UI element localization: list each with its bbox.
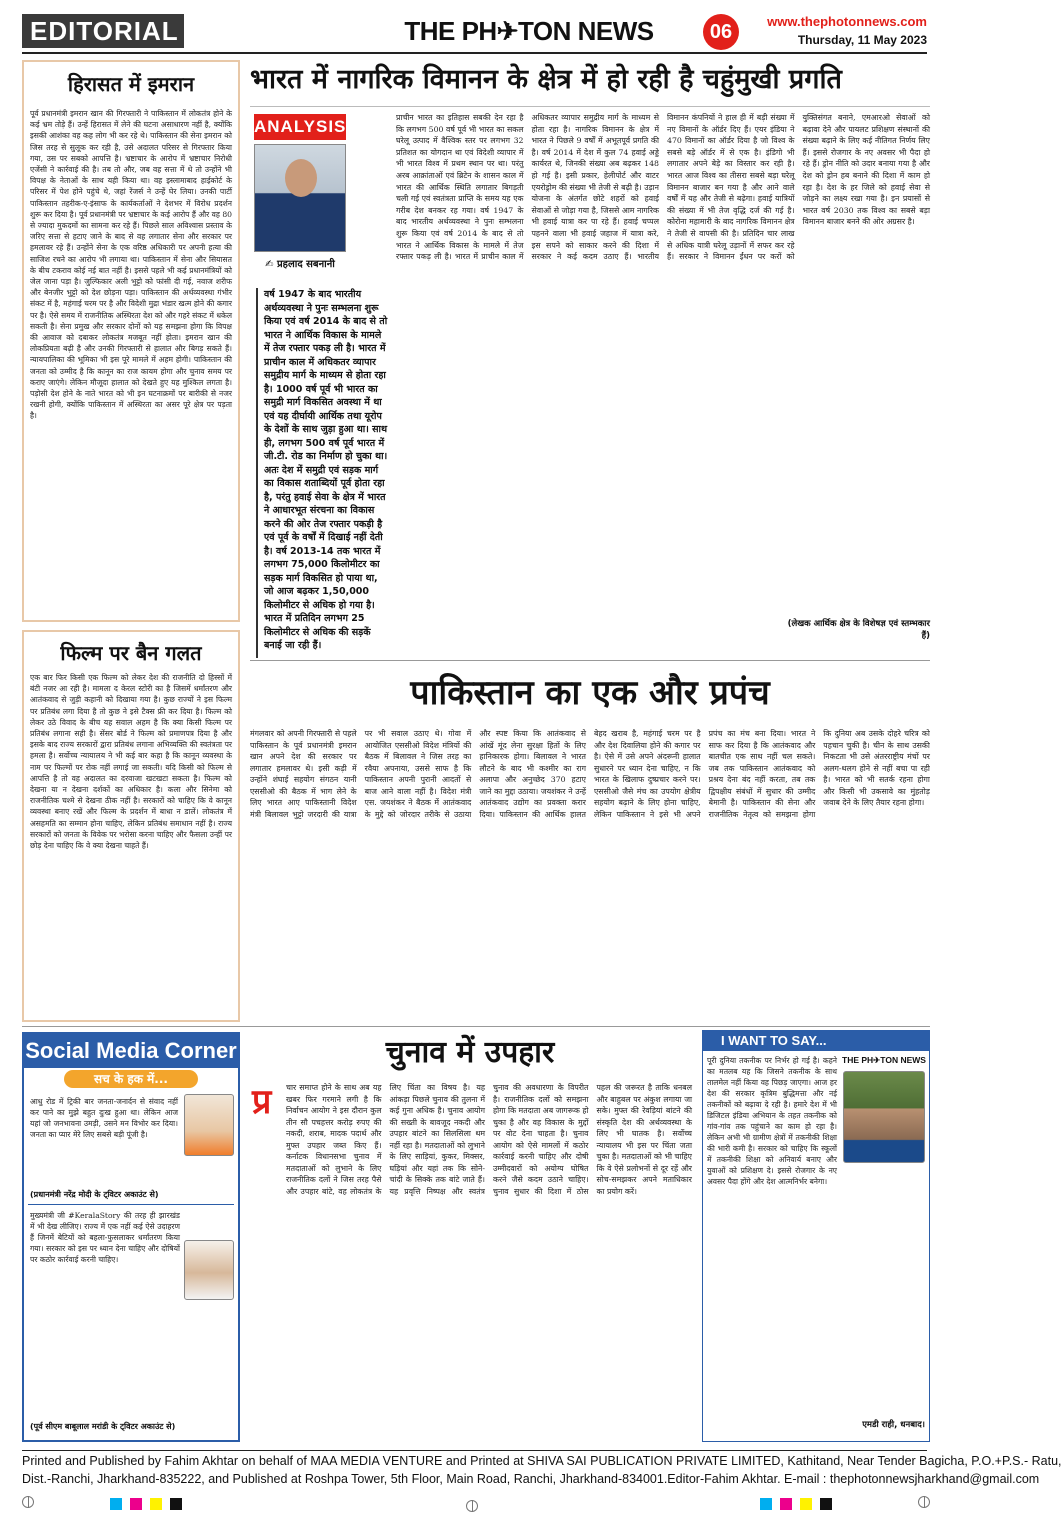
imprint-line-2: Dist.-Ranchi, Jharkhand-835222, and Published at Roshpa Tower, 5th Floor, Main Road, Ranchi, Jharkhand-834001.Editor-Fahim Akhtar. E-mail : thephotonnewsjharkhand@gmail.com [22, 1472, 1040, 1486]
i-want-to-say-brand: THE PH✈TON NEWS [842, 1055, 926, 1065]
magenta-swatch [130, 1498, 142, 1510]
smc-post-1-avatar [184, 1094, 234, 1156]
section-rule-2 [22, 1026, 930, 1027]
author-photo [254, 144, 346, 252]
social-media-corner-subtitle: सच के हक में... [64, 1070, 198, 1088]
film-article-title: फिल्म पर बैन गलत [60, 641, 202, 665]
header-rule [22, 52, 927, 54]
registration-mark-icon [22, 1496, 34, 1508]
i-want-to-say-box [702, 1030, 930, 1442]
cyan-swatch [760, 1498, 772, 1510]
smc-post-2-avatar [184, 1240, 234, 1300]
black-swatch [170, 1498, 182, 1510]
film-article-box [22, 630, 240, 1022]
reader-photo [843, 1071, 925, 1163]
smc-post-1-text: आधु रोड में ट्रिकी बार जनता-जनार्दन से संवाद नहीं कर पाने का मुझे बहुत दुःख हुआ था। लेकिन आज यहां जो जनभावना उमड़ी, उसने मन विभोर कर दिया। जनता का प्यार मेरे लिए सबसे बड़ी पूंजी है। [30, 1097, 178, 1139]
imran-article-body: पूर्व प्रधानमंत्री इमरान खान की गिरफ्तारी ने पाकिस्तान में लोकतंत्र होने के कई भ्रम तोड़े हैं। उन्हें हिरासत में लेने की घटना असाधारण नहीं है, क्योंकि इसकी आशंका वह कह लोग भी कर रहे थे। पाकिस्तान की सेना इमरान को जिस तरह से सुलूक कर रही है, उसे अदालत परिसर से गिरफ्तार किया गया, उस पर सबको आपत्ति है। भ्रष्टाचार के आरोप में भ्रष्टाचार निरोधी एजेंसी ने कार्रवाई की है। तब तो और, जब वह सत्ता में थे तो उन्होंने भी विपक्ष के नेताओं के साथ यही किया था। वह इस्लामाबाद हाईकोर्ट के परिसर में पेश होने पहुंचे थे, जहां रेंजर्स ने उन्हें घेर लिया। उनकी पार्टी पाकिस्तान तहरीक-ए-इंसाफ के कार्यकर्ताओं ने देशभर में विरोध प्रदर्शन शुरू कर दिया है। पूर्व प्रधानमंत्री पर भ्रष्टाचार के कई आरोप हैं और वह 80 से ज्यादा मुकदमों का सामना कर रहे हैं। पिछले साल अविश्वास प्रस्ताव के जरिए सत्ता से हटाए जाने के बाद से वह लगातार सेना और सरकार पर हमलावर रहे हैं। उन्होंने सेना के एक वरिष्ठ अधिकारी पर अपनी हत्या की साजिश रचने का आरोप भी लगाया था। पाकिस्तान में सेना और सियासत के बीच टकराव कोई नई बात नहीं है। इससे पहले भी कई प्रधानमंत्रियों को जेल जाना पड़ा है। जुल्फिकार अली भुट्टो को फांसी दी गई, नवाज शरीफ और बेनजीर भुट्टो को देश छोड़ना पड़ा। पाकिस्तान की अर्थव्यवस्था गंभीर संकट में है, महंगाई चरम पर है और विदेशी मुद्रा भंडार खत्म होने की कगार पर है। ऐसे समय में राजनीतिक अस्थिरता देश को और गहरे संकट में धकेल सकती है। सेना प्रमुख और सरकार दोनों को यह समझना होगा कि विपक्ष की आवाज को दबाकर लोकतंत्र मजबूत नहीं होता। इमरान खान की लोकप्रियता बढ़ी है और उनकी गिरफ्तारी से हालात और बिगड़ सकते हैं। न्यायपालिका की भूमिका भी इस पूरे मामले में अहम होगी। पाकिस्तान की जनता को उम्मीद है कि कानून का राज कायम होगा और चुनाव समय पर कराए जाएंगे। लेकिन मौजूदा हालात को देखते हुए यह मुश्किल लगता है। पड़ोसी देश होने के नाते भारत को भी इन घटनाक्रमों पर बारीकी से नजर रखनी होगी, क्योंकि पाकिस्तान में अस्थिरता का असर पूरे क्षेत्र पर पड़ता है। [30, 109, 232, 421]
yellow-swatch [150, 1498, 162, 1510]
website-link[interactable]: www.thephotonnews.com [767, 14, 927, 29]
author-face [285, 159, 317, 197]
smc-post-1-credit: (प्रधानमंत्री नरेंद्र मोदी के ट्विटर अकाउंट से) [30, 1190, 159, 1199]
imprint-line-1: Printed and Published by Fahim Akhtar on behalf of MAA MEDIA VENTURE and Printed at SHIVA SAI PUBLICATION PRIVATE LIMITED, Kathitand, Near Tender Bagicha, P.O.+P.S.- Ratu, [22, 1454, 1062, 1468]
aviation-article-body: प्राचीन भारत का इतिहास सबकी देन रहा है कि लगभग 500 वर्ष पूर्व भी भारत का सकल घरेलू उत्पाद में वैश्विक स्तर पर लगभग 32 प्रतिशत का योगदान था एवं विदेशी व्यापार में भी भारत विश्व में प्रथम स्थान पर था। परंतु अरब आक्रांताओं एवं ब्रिटेन के शासन काल में भारत की आर्थिक स्थिति लगातार बिगड़ती चली गई एवं स्वतंत्रता प्राप्ति के समय यह एक गरीब देश बनकर रह गया। वर्ष 1947 के बाद भारतीय अर्थव्यवस्था ने पुनः सम्भलना शुरू किया एवं वर्ष 2014 के बाद से तो भारत ने आर्थिक विकास के मामले में तेज रफ्तार पकड़ ली है। भारत में प्राचीन काल में अधिकतर व्यापार समुद्रीय मार्ग के माध्यम से होता रहा है। नागरिक विमानन के क्षेत्र में भारत ने पिछले 9 वर्षों में अभूतपूर्व प्रगति की है। वर्ष 2014 में देश में कुल 74 हवाई अड्डे कार्यरत थे, जिनकी संख्या अब बढ़कर 148 हो गई है। इसी प्रकार, हेलीपोर्ट और वाटर एयरोड्रोम की संख्या भी तेजी से बढ़ी है। उड़ान योजना के अंतर्गत छोटे शहरों को हवाई सेवाओं से जोड़ा गया है, जिससे आम नागरिक भी हवाई यात्रा कर पा रहे हैं। हवाई चप्पल पहनने वाला भी हवाई जहाज में यात्रा करे, इस सपने को साकार करने की दिशा में सरकार ने कई कदम उठाए हैं। भारतीय विमानन कंपनियों ने हाल ही में बड़ी संख्या में नए विमानों के ऑर्डर दिए हैं। एयर इंडिया ने 470 विमानों का ऑर्डर दिया है जो विश्व के सबसे बड़े ऑर्डर में से एक है। इंडिगो भी लगातार अपने बेड़े का विस्तार कर रही है। भारत आज विश्व का तीसरा सबसे बड़ा घरेलू विमानन बाजार बन गया है और आने वाले वर्षों में यह और तेजी से बढ़ेगा। हवाई यात्रियों की संख्या में भी तेज वृद्धि दर्ज की गई है। कोरोना महामारी के बाद नागरिक विमानन क्षेत्र ने तेजी से वापसी की है। प्रतिदिन चार लाख से अधिक यात्री घरेलू उड़ानों में सफर कर रहे हैं। सरकार ने विमानन ईंधन पर करों को युक्तिसंगत बनाने, एमआरओ सेवाओं को बढ़ावा देने और पायलट प्रशिक्षण संस्थानों की संख्या बढ़ाने के लिए कई नीतिगत निर्णय लिए हैं। इससे रोजगार के नए अवसर भी पैदा हो रहे हैं। ड्रोन नीति को उदार बनाया गया है और देश को ड्रोन हब बनाने की दिशा में काम हो रहा है। देश के हर जिले को हवाई सेवा से जोड़ने का लक्ष्य रखा गया है। इन प्रयासों से भारत वर्ष 2030 तक विश्व का सबसे बड़ा विमानन बाजार बनने की ओर अग्रसर है। [396, 113, 930, 262]
issue-date: Thursday, 11 May 2023 [797, 33, 927, 47]
footer-rule [22, 1450, 927, 1451]
i-want-to-say-title: I WANT TO SAY... [703, 1031, 929, 1051]
yellow-swatch [800, 1498, 812, 1510]
registration-mark-icon [466, 1500, 478, 1512]
section-rule-1 [250, 660, 930, 661]
aviation-article-title: भारत में नागरिक विमानन के क्षेत्र में हो रही है चहुंमुखी प्रगति [250, 64, 842, 95]
imran-article-title: हिरासत में इमरान [67, 72, 195, 96]
election-article-body: चार समाप्त होने के साथ अब यह खबर फिर गरमाने लगी है कि निर्वाचन आयोग ने इस दौरान कुल तीन सौ पचहत्तर करोड़ रुपए की नकदी, शराब, मादक पदार्थ और मुफ्त उपहार जब्त किए हैं। कर्नाटक विधानसभा चुनाव में मतदाताओं को लुभाने के लिए राजनीतिक दलों ने जिस तरह पैसे और उपहार बांटे, वह लोकतंत्र के लिए चिंता का विषय है। यह आंकड़ा पिछले चुनाव की तुलना में कई गुना अधिक है। चुनाव आयोग की सख्ती के बावजूद नकदी और उपहार बांटने का सिलसिला थम नहीं रहा है। मतदाताओं को लुभाने के लिए साड़ियां, कुकर, मिक्सर, घड़ियां और यहां तक कि सोने-चांदी के सिक्के तक बांटे जाते हैं। यह प्रवृत्ति निष्पक्ष और स्वतंत्र चुनाव की अवधारणा के विपरीत है। राजनीतिक दलों को समझना होगा कि मतदाता अब जागरूक हो चुका है और वह विकास के मुद्दों पर वोट देना चाहता है। चुनाव आयोग को ऐसे मामलों में कठोर कार्रवाई करनी चाहिए और दोषी उम्मीदवारों को अयोग्य घोषित करने जैसे कदम उठाने चाहिए। चुनाव सुधार की दिशा में ठोस पहल की जरूरत है ताकि धनबल और बाहुबल पर अंकुश लगाया जा सके। मुफ्त की रेवड़ियां बांटने की संस्कृति देश की अर्थव्यवस्था के लिए भी घातक है। सर्वोच्च न्यायालय भी इस पर चिंता जता चुका है। मतदाताओं को भी चाहिए कि वे ऐसे प्रलोभनों से दूर रहें और सोच-समझकर अपने मताधिकार का प्रयोग करें। [286, 1083, 692, 1196]
newspaper-logo: THE PH✈TON NEWS [404, 16, 654, 46]
page-number: 06 [703, 14, 739, 50]
smc-post-2-credit: (पूर्व सीएम बाबूलाल मरांडी के ट्विटर अकाउंट से) [30, 1422, 176, 1431]
aviation-title-rule [250, 106, 930, 107]
registration-mark-icon [918, 1496, 930, 1508]
aviation-pullquote: वर्ष 1947 के बाद भारतीय अर्थव्यवस्था ने पुनः सम्भलना शुरू किया एवं वर्ष 2014 के बाद से तो भारत ने आर्थिक विकास के मामले में तेज रफ्तार पकड़ ली है। भारत में प्राचीन काल में अधिकतर व्यापार समुद्रीय मार्ग के माध्यम से होता रहा है। 1000 वर्ष पूर्व भी भारत का समुद्री मार्ग विकसित अवस्था में था एवं यह दीर्घायी आर्थिक तथा यूरोप के देशों के साथ जुड़ा हुआ था। साथ ही, लगभग 500 वर्ष पूर्व भारत में जी.टी. रोड का निर्माण हो चुका था। अतः देश में समुद्री एवं सड़क मार्ग का विकास शताब्दियों पूर्व होता रहा है, परंतु हवाई सेवा के क्षेत्र में भारत ने आधारभूत संरचना का विकास करने की ओर तेज रफ्तार पकड़ी है एवं पूर्व के वर्षों में दिखाई नहीं देती है। वर्ष 2013-14 तक भारत में लगभग 75,000 किलोमीटर का सड़क मार्ग विकसित हो पाया था, जो आज बढ़कर 1,50,000 किलोमीटर से अधिक हो गया है। भारत में प्रतिदिन लगभग 25 किलोमीटर से अधिक की सड़कें बनाई जा रही हैं। [256, 288, 388, 658]
election-dropcap: प्र [252, 1082, 272, 1122]
magenta-swatch [780, 1498, 792, 1510]
aviation-byline: (लेखक आर्थिक क्षेत्र के विशेषज्ञ एवं स्तम्भकार हैं) [780, 618, 930, 648]
cyan-swatch [110, 1498, 122, 1510]
smc-post-2-text: मुख्यमंत्री जी #KeralaStory की तरह ही झारखंड में भी देख लीजिए। राज्य में एक नहीं कई ऐसे उदाहरण हैं जिनमें बेटियों को बहला-फुसलाकर धर्मांतरण किया गया। सरकार को इस पर ध्यान देना चाहिए और दोषियों पर कठोर कार्रवाई करनी चाहिए। [30, 1211, 180, 1264]
i-want-to-say-signature: एमडी राही, धनबाद। [862, 1420, 925, 1430]
smc-divider [28, 1204, 234, 1205]
pakistan-article-title: पाकिस्तान का एक और प्रपंच [410, 673, 770, 713]
film-article-body: एक बार फिर किसी एक फिल्म को लेकर देश की राजनीति दो हिस्सों में बंटी नजर आ रही है। मामला द केरल स्टोरी का है जिसमें धर्मांतरण और आतंकवाद से जुड़ी कहानी को दिखाया गया है। कुछ राज्यों ने इस फिल्म पर प्रतिबंध लगा दिया है तो कुछ ने इसे टैक्स फ्री कर दिया है। फिल्म को लेकर उठे विवाद के बीच यह सवाल अहम है कि क्या किसी फिल्म पर प्रतिबंध लगाना सही है। सेंसर बोर्ड ने फिल्म को प्रमाणपत्र दिया है और इसके बाद राज्य सरकारों द्वारा प्रतिबंध लगाना अभिव्यक्ति की स्वतंत्रता पर हमला है। सर्वोच्च न्यायालय ने भी कई बार कहा है कि कानून व्यवस्था के नाम पर फिल्मों पर रोक नहीं लगाई जा सकती। यदि किसी को फिल्म से आपत्ति है तो वह अदालत का दरवाजा खटखटा सकता है। फिल्म को देखना या न देखना दर्शकों का अधिकार है। कला और सिनेमा को राजनीतिक चश्मे से देखना ठीक नहीं है। सरकारों को चाहिए कि वे कानून व्यवस्था बनाए रखें और फिल्म के प्रदर्शन में बाधा न डालें। लोकतंत्र में असहमति का सम्मान होना चाहिए, लेकिन प्रतिबंध समाधान नहीं है। राज्य सरकारों को जनता के विवेक पर भरोसा करना चाहिए और फैसला उन्हीं पर छोड़ देना चाहिए कि वे क्या देखना चाहते हैं। [30, 673, 232, 851]
social-media-corner-title: Social Media Corner [24, 1034, 238, 1068]
author-name: ✍ प्रहलाद सबनानी [265, 259, 335, 270]
election-article-title: चुनाव में उपहार [385, 1035, 555, 1070]
section-label: EDITORIAL [22, 14, 184, 48]
black-swatch [820, 1498, 832, 1510]
analysis-tag: ANALYSIS [254, 114, 346, 140]
pakistan-article-body: मंगलवार को अपनी गिरफ्तारी से पहले पाकिस्तान के पूर्व प्रधानमंत्री इमरान खान अपने देश की सरकार पर लगातार हमलावर थे। इसी कड़ी में उन्होंने शंघाई सहयोग संगठन यानी एससीओ की बैठक में भाग लेने के लिए भारत आए पाकिस्तानी विदेश मंत्री बिलावल भुट्टो जरदारी की यात्रा पर भी सवाल उठाए थे। गोवा में आयोजित एससीओ विदेश मंत्रियों की बैठक में बिलावल ने जिस तरह का रवैया अपनाया, उससे साफ है कि पाकिस्तान अपनी पुरानी आदतों से बाज आने वाला नहीं है। विदेश मंत्री एस. जयशंकर ने बैठक में आतंकवाद के मुद्दे को जोरदार तरीके से उठाया और स्पष्ट किया कि आतंकवाद से आंखें मूंद लेना सुरक्षा हितों के लिए हानिकारक होगा। बिलावल ने भारत लौटने के बाद भी कश्मीर का राग अलापा और अनुच्छेद 370 हटाए जाने का मुद्दा उठाया। जयशंकर ने उन्हें आतंकवाद उद्योग का प्रवक्ता करार दिया। पाकिस्तान की आर्थिक हालत बेहद खराब है, महंगाई चरम पर है और देश दिवालिया होने की कगार पर है। ऐसे में उसे अपने अंदरूनी हालात सुधारने पर ध्यान देना चाहिए, न कि भारत के खिलाफ दुष्प्रचार करने पर। एससीओ जैसे मंच का उपयोग क्षेत्रीय सहयोग बढ़ाने के लिए होना चाहिए, लेकिन पाकिस्तान ने इसे भी अपने प्रपंच का मंच बना दिया। भारत ने साफ कर दिया है कि आतंकवाद और बातचीत एक साथ नहीं चल सकते। जब तक पाकिस्तान आतंकवाद को प्रश्रय देना बंद नहीं करता, तब तक द्विपक्षीय संबंधों में सुधार की उम्मीद बेमानी है। पाकिस्तान की सेना और राजनीतिक नेतृत्व को समझना होगा कि दुनिया अब उसके दोहरे चरित्र को पहचान चुकी है। चीन के साथ उसकी निकटता भी उसे अंतरराष्ट्रीय मंचों पर अलग-थलग होने से नहीं बचा पा रही है। भारत को भी सतर्क रहना होगा और किसी भी उकसावे का मुंहतोड़ जवाब देने के लिए तैयार रहना होगा। [250, 729, 930, 819]
i-want-to-say-body: पूरी दुनिया तकनीक पर निर्भर हो गई है। कहने का मतलब यह कि जिसने तकनीक के साथ तालमेल नहीं किया वह पिछड़ जाएगा। आज हर देश की सरकार कृत्रिम बुद्धिमत्ता और नई तकनीकों को बढ़ावा दे रही है। हमारे देश में भी डिजिटल इंडिया अभियान के तहत तकनीक को गांव-गांव तक पहुंचाने का काम हो रहा है। लेकिन अभी भी ग्रामीण क्षेत्रों में तकनीकी शिक्षा की भारी कमी है। सरकार को चाहिए कि स्कूलों में तकनीकी शिक्षा को अनिवार्य बनाए और युवाओं को प्रशिक्षण दे। इससे रोजगार के नए अवसर पैदा होंगे और देश आत्मनिर्भर बनेगा। [707, 1056, 837, 1186]
social-media-corner-box [22, 1032, 240, 1442]
imran-article-box [22, 60, 240, 622]
